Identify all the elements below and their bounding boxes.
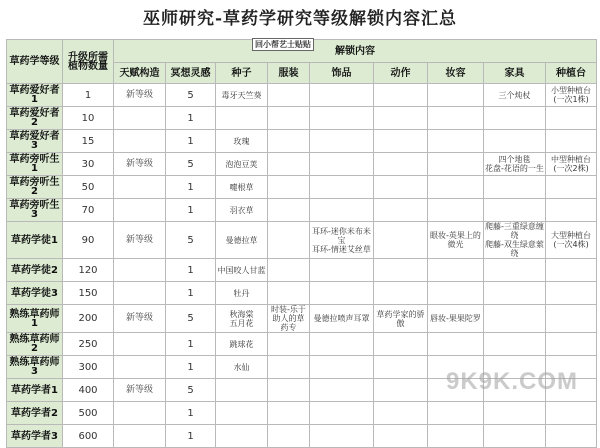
cell-planter	[546, 176, 597, 199]
table-row	[7, 153, 597, 176]
cell-furniture	[484, 305, 546, 333]
cell-furniture	[484, 259, 546, 282]
cell-level: 草药旁听生1	[7, 153, 63, 176]
cell-talent	[114, 259, 166, 282]
cell-accessory: 耳环-迷你米布米宝 耳环-情迷艾丝草	[310, 222, 374, 259]
cell-makeup	[428, 282, 484, 305]
cell-inspiration: 1	[166, 130, 216, 153]
cell-accessory	[310, 199, 374, 222]
cell-plants: 250	[63, 333, 114, 356]
table-row	[7, 333, 597, 356]
cell-accessory	[310, 425, 374, 448]
cell-level: 熟练草药师2	[7, 333, 63, 356]
table-row	[7, 107, 597, 130]
cell-talent	[114, 402, 166, 425]
header-furniture: 家具	[484, 63, 546, 84]
cell-action	[374, 84, 428, 107]
cell-makeup	[428, 199, 484, 222]
cell-action	[374, 402, 428, 425]
cell-plants: 200	[63, 305, 114, 333]
cell-inspiration: 1	[166, 333, 216, 356]
cell-talent: 新等级	[114, 84, 166, 107]
cell-inspiration: 1	[166, 259, 216, 282]
cell-inspiration: 1	[166, 425, 216, 448]
cell-makeup	[428, 153, 484, 176]
cell-inspiration: 5	[166, 84, 216, 107]
table-row	[7, 259, 597, 282]
cell-furniture	[484, 282, 546, 305]
header-inspiration: 冥想灵感	[166, 63, 216, 84]
cell-inspiration: 1	[166, 402, 216, 425]
cell-planter	[546, 107, 597, 130]
cell-clothing	[268, 222, 310, 259]
cell-level: 草药学徒3	[7, 282, 63, 305]
cell-plants: 400	[63, 379, 114, 402]
cell-talent	[114, 199, 166, 222]
table-row	[7, 222, 597, 259]
cell-accessory	[310, 333, 374, 356]
cell-makeup: 眼妆-英果上的微光	[428, 222, 484, 259]
cell-level: 草药爱好者3	[7, 130, 63, 153]
cell-clothing	[268, 153, 310, 176]
cell-talent: 新等级	[114, 305, 166, 333]
cell-inspiration: 1	[166, 107, 216, 130]
cell-makeup	[428, 259, 484, 282]
cell-furniture	[484, 333, 546, 356]
logo-badge: 回小帮艺士贴贴	[252, 38, 314, 51]
cell-plants: 300	[63, 356, 114, 379]
cell-makeup	[428, 402, 484, 425]
cell-accessory	[310, 356, 374, 379]
cell-furniture: 爬藤-三重绿意缠绕 爬藤-双生绿意萦绕	[485, 222, 544, 258]
cell-clothing	[268, 379, 310, 402]
cell-action	[374, 259, 428, 282]
cell-furniture: 三个炖杖	[484, 84, 546, 107]
cell-seed	[216, 379, 268, 402]
cell-action	[374, 333, 428, 356]
cell-plants: 15	[63, 130, 114, 153]
cell-seed: 嚏根草	[216, 176, 268, 199]
cell-makeup	[428, 130, 484, 153]
cell-talent: 新等级	[114, 153, 166, 176]
cell-action	[374, 425, 428, 448]
cell-action	[374, 199, 428, 222]
cell-seed	[216, 425, 268, 448]
cell-action	[374, 107, 428, 130]
cell-clothing	[268, 130, 310, 153]
cell-accessory	[310, 259, 374, 282]
cell-plants: 120	[63, 259, 114, 282]
cell-talent: 新等级	[114, 222, 166, 259]
cell-level: 草药爱好者1	[7, 84, 63, 107]
cell-furniture: 四个地毯 花盘-花语的一生	[484, 153, 546, 176]
cell-planter	[546, 130, 597, 153]
cell-level: 草药爱好者2	[7, 107, 63, 130]
cell-accessory	[310, 282, 374, 305]
header-planter: 种植台	[546, 63, 597, 84]
cell-planter	[546, 425, 597, 448]
table-row	[7, 305, 597, 333]
cell-seed: 泡泡豆荚	[216, 153, 268, 176]
cell-inspiration: 1	[166, 176, 216, 199]
cell-level: 草药旁听生3	[7, 199, 63, 222]
cell-action	[374, 130, 428, 153]
cell-clothing	[268, 282, 310, 305]
table-row	[7, 402, 597, 425]
cell-seed: 牡丹	[216, 282, 268, 305]
cell-furniture	[484, 199, 546, 222]
header-accessory: 饰品	[310, 63, 374, 84]
cell-plants: 150	[63, 282, 114, 305]
cell-action	[374, 222, 428, 259]
cell-seed: 秋海棠 五月花	[216, 305, 268, 333]
cell-talent: 新等级	[114, 379, 166, 402]
cell-accessory: 曼德拉喷声耳罩	[310, 305, 374, 333]
cell-clothing	[268, 356, 310, 379]
cell-planter	[546, 259, 597, 282]
cell-inspiration: 5	[166, 222, 216, 259]
cell-accessory	[310, 130, 374, 153]
table-row	[7, 199, 597, 222]
cell-seed: 跳球花	[216, 333, 268, 356]
cell-furniture	[484, 402, 546, 425]
cell-furniture	[484, 107, 546, 130]
cell-seed: 毒牙天竺葵	[216, 84, 268, 107]
cell-talent	[114, 356, 166, 379]
cell-planter: 中型种植台 (一次2株)	[546, 153, 597, 176]
cell-clothing	[268, 199, 310, 222]
cell-clothing	[268, 107, 310, 130]
cell-level: 草药学者1	[7, 379, 63, 402]
cell-talent	[114, 130, 166, 153]
cell-level: 草药学者3	[7, 425, 63, 448]
table-row	[7, 282, 597, 305]
cell-clothing	[268, 259, 310, 282]
watermark: 9K9K.COM	[445, 368, 578, 395]
cell-makeup	[428, 333, 484, 356]
cell-inspiration: 1	[166, 356, 216, 379]
header-talent: 天赋构造	[114, 63, 166, 84]
cell-seed: 水仙	[216, 356, 268, 379]
header-unlock	[114, 40, 597, 63]
cell-inspiration: 1	[166, 282, 216, 305]
cell-makeup	[428, 425, 484, 448]
header-seed: 种子	[216, 63, 268, 84]
cell-furniture	[484, 176, 546, 199]
cell-accessory	[310, 176, 374, 199]
page-title: 巫师研究-草药学研究等级解锁内容汇总	[142, 9, 458, 29]
cell-clothing	[268, 84, 310, 107]
cell-level: 草药旁听生2	[7, 176, 63, 199]
cell-seed: 玫瑰	[216, 130, 268, 153]
cell-furniture	[484, 425, 546, 448]
cell-inspiration: 5	[166, 305, 216, 333]
cell-talent	[114, 333, 166, 356]
table-row	[7, 425, 597, 448]
cell-plants: 10	[63, 107, 114, 130]
cell-inspiration: 5	[166, 379, 216, 402]
cell-action: 草药学家的骄傲	[374, 305, 428, 333]
header-action: 动作	[374, 63, 428, 84]
cell-level: 草药学徒2	[7, 259, 63, 282]
cell-action	[374, 153, 428, 176]
cell-talent	[114, 425, 166, 448]
table-row	[7, 84, 597, 107]
cell-planter	[546, 199, 597, 222]
cell-plants: 1	[63, 84, 114, 107]
cell-talent	[114, 107, 166, 130]
header-clothing: 服装	[268, 63, 310, 84]
cell-planter	[546, 282, 597, 305]
cell-inspiration: 1	[166, 199, 216, 222]
cell-accessory	[310, 107, 374, 130]
cell-planter: 小型种植台 (一次1株)	[546, 84, 597, 107]
cell-planter	[546, 333, 597, 356]
cell-clothing	[268, 333, 310, 356]
header-unlock-label: 解锁内容	[335, 45, 376, 57]
cell-accessory	[310, 153, 374, 176]
cell-accessory	[310, 379, 374, 402]
cell-seed: 中国咬人甘蓝	[216, 259, 268, 282]
cell-action	[374, 379, 428, 402]
cell-seed	[216, 107, 268, 130]
cell-seed	[216, 402, 268, 425]
cell-talent	[114, 282, 166, 305]
cell-seed: 曼德拉草	[216, 222, 268, 259]
cell-accessory	[310, 84, 374, 107]
cell-plants: 70	[63, 199, 114, 222]
cell-makeup: 唇妆-果果陀罗	[428, 305, 484, 333]
cell-accessory	[310, 402, 374, 425]
table-row	[7, 130, 597, 153]
cell-action	[374, 176, 428, 199]
cell-plants: 30	[63, 153, 114, 176]
cell-planter: 大型种植台 (一次4株)	[546, 222, 597, 259]
header-level: 草药学等级	[7, 40, 63, 84]
cell-talent	[114, 176, 166, 199]
cell-clothing	[268, 402, 310, 425]
header-makeup: 妆容	[428, 63, 484, 84]
cell-furniture	[484, 130, 546, 153]
cell-makeup	[428, 176, 484, 199]
cell-seed: 羽衣草	[216, 199, 268, 222]
cell-action	[374, 282, 428, 305]
cell-action	[374, 356, 428, 379]
cell-planter	[546, 305, 597, 333]
cell-level: 草药学者2	[7, 402, 63, 425]
cell-clothing	[268, 176, 310, 199]
cell-level: 草药学徒1	[7, 222, 63, 259]
cell-clothing: 时装-乐于助人的草药专	[268, 305, 310, 333]
cell-level: 熟练草药师3	[7, 356, 63, 379]
cell-plants: 600	[63, 425, 114, 448]
cell-makeup	[428, 84, 484, 107]
cell-inspiration: 5	[166, 153, 216, 176]
cell-plants: 50	[63, 176, 114, 199]
cell-level: 熟练草药师1	[7, 305, 63, 333]
cell-plants: 500	[63, 402, 114, 425]
header-plants: 升级所需植物数量	[63, 40, 114, 84]
cell-clothing	[268, 425, 310, 448]
cell-plants: 90	[63, 222, 114, 259]
cell-makeup	[428, 107, 484, 130]
table-row	[7, 176, 597, 199]
cell-planter	[546, 402, 597, 425]
